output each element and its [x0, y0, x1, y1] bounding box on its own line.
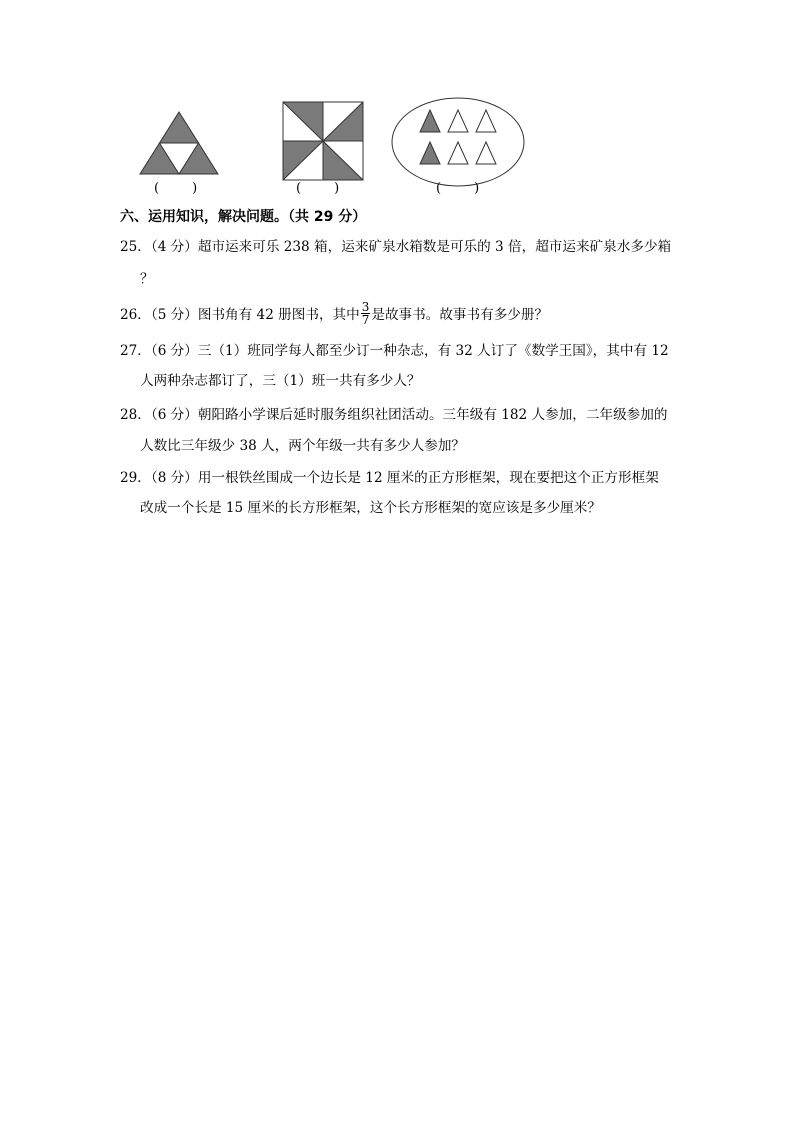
question-text: （8 分）用一根铁丝围成一个边长是 12 厘米的正方形框架，现在要把这个正方形框架 [150, 470, 659, 486]
question-number: 28． [120, 407, 151, 423]
question-number: 26． [120, 307, 151, 323]
question-26 [120, 300, 680, 330]
fraction-numerator: 3 [361, 300, 370, 314]
question-text-after: 是故事书。故事书有多少册？ [371, 307, 549, 323]
answer-paren-3: ( ) [436, 181, 480, 196]
square-figure [282, 101, 364, 181]
question-number: 29． [120, 470, 151, 486]
question-29-continuation: 改成一个长是 15 厘米的长方形框架，这个长方形框架的宽应该是多少厘米？ [140, 500, 601, 516]
oval-triangles-figure [390, 96, 526, 188]
question-27-continuation: 人两种杂志都订了，三（1）班一共有多少人？ [140, 373, 421, 389]
question-27 [120, 336, 680, 366]
question-28-continuation: 人数比三年级少 38 人，两个年级一共有多少人参加？ [140, 438, 466, 454]
answer-paren-2: ( ) [296, 181, 340, 196]
fraction [361, 301, 371, 326]
question-29 [120, 463, 680, 493]
section-title: 六、运用知识，解决问题。（共 29 分） [120, 209, 367, 225]
question-number: 27． [120, 343, 151, 359]
question-text: （4 分）超市运来可乐 238 箱，运来矿泉水箱数是可乐的 3 倍，超市运来矿泉水多少箱 [150, 239, 672, 255]
question-25 [120, 232, 680, 262]
question-number: 25． [120, 239, 151, 255]
question-text: （6 分）朝阳路小学课后延时服务组织社团活动。三年级有 182 人参加，二年级参加的 [150, 407, 668, 423]
question-text: （6 分）三（1）班同学每人都至少订一种杂志，有 32 人订了《数学王国》，其中有 12 [150, 343, 669, 359]
fraction-denominator: 7 [361, 313, 370, 327]
answer-paren-1: ( ) [154, 181, 198, 196]
question-25-continuation: ？ [140, 271, 154, 287]
triangle-figure [138, 110, 220, 176]
question-28 [120, 400, 680, 430]
question-text: （5 分）图书角有 42 册图书，其中 [150, 307, 360, 323]
figure-row [130, 92, 530, 202]
